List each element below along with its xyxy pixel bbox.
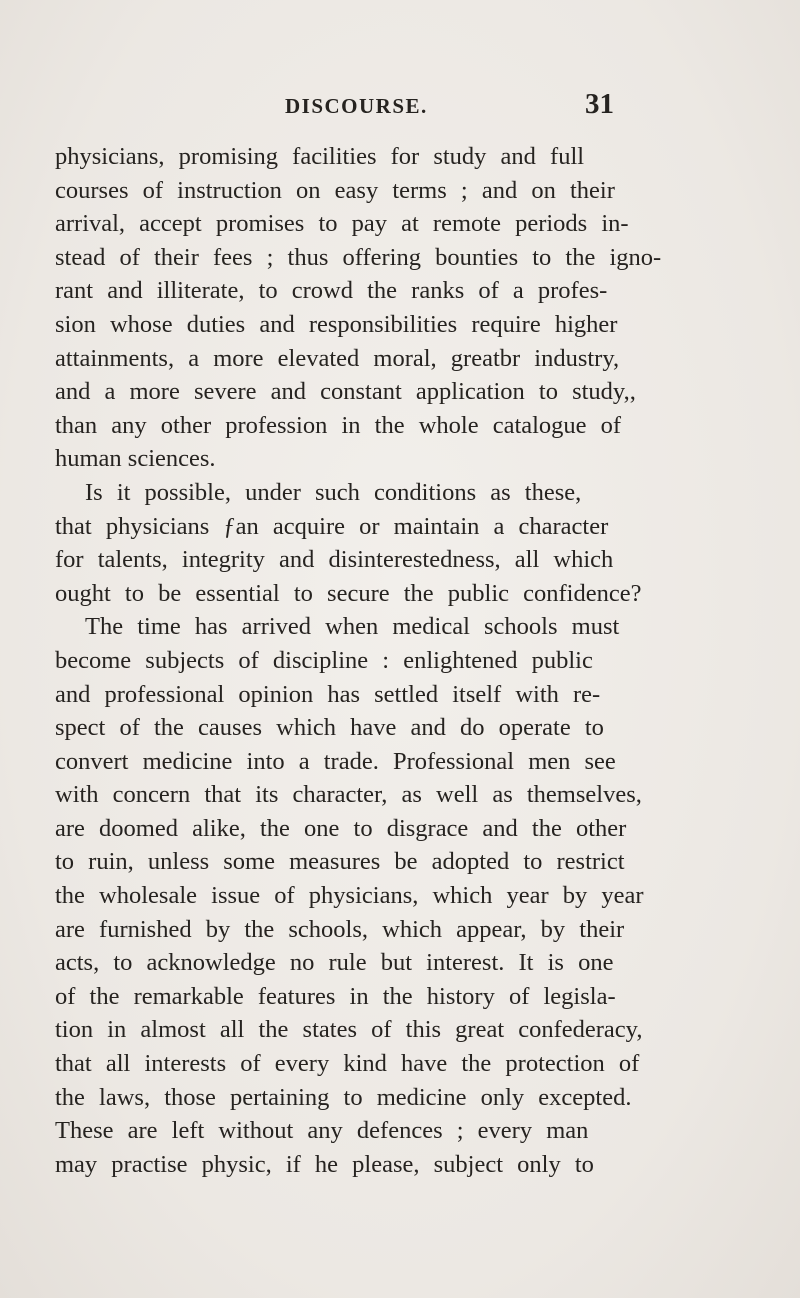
text-line: and professional opinion has settled itself with re- [55,680,601,708]
text-line: that all interests of every kind have the protection of [55,1050,640,1078]
text-line: Is it possible, under such conditions as these, [85,478,582,506]
text-line: than any other profession in the whole catalogue of [55,411,622,439]
text-line: acts, to acknowledge no rule but interest. It is one [55,949,614,977]
body-text [55,140,795,1181]
text-line: physicians, promising facilities for study and full [55,143,585,170]
text-line: for talents, integrity and disinterestedness, all which [55,546,614,574]
text-line: convert medicine into a trade. Professional men see [55,747,616,775]
text-line: courses of instruction on easy terms ; and on their [55,176,615,204]
text-line: rant and illiterate, to crowd the ranks of a profes- [55,277,608,305]
text-line: that physicians ƒan acquire or maintain a character [55,512,609,540]
text-line: the wholesale issue of physicians, which year by year [55,882,644,910]
text-line: may practise physic, if he please, subject only to [55,1150,594,1178]
page-number: 31 [585,88,614,120]
text-line: spect of the causes which have and do operate to [55,714,604,742]
page-header [0,88,800,124]
text-line: of the remarkable features in the history of legisla- [55,982,616,1010]
text-line: and a more severe and constant application to study,, [55,378,636,406]
text-line: arrival, accept promises to pay at remote periods in- [55,210,629,238]
text-line: tion in almost all the states of this great confederacy, [55,1016,643,1044]
text-line: attainments, a more elevated moral, greatbr industry, [55,344,620,372]
text-line: ought to be essential to secure the public confidence? [55,579,642,607]
text-line: with concern that its character, as well as themselves, [55,781,642,809]
text-line: the laws, those pertaining to medicine only excepted. [55,1083,632,1111]
text-line: to ruin, unless some measures be adopted to restrict [55,848,625,876]
text-line: are doomed alike, the one to disgrace and the other [55,814,627,842]
text-line: are furnished by the schools, which appear, by their [55,915,625,943]
text-line: These are left without any defences ; every man [55,1117,589,1145]
text-line: human sciences. [55,445,216,473]
text-line: become subjects of discipline : enlightened public [55,646,593,674]
text-line: sion whose duties and responsibilities require higher [55,310,618,338]
text-line: stead of their fees ; thus offering bounties to the igno- [55,243,662,271]
text-line: The time has arrived when medical schools must [85,613,620,641]
running-head: DISCOURSE. [285,94,428,118]
